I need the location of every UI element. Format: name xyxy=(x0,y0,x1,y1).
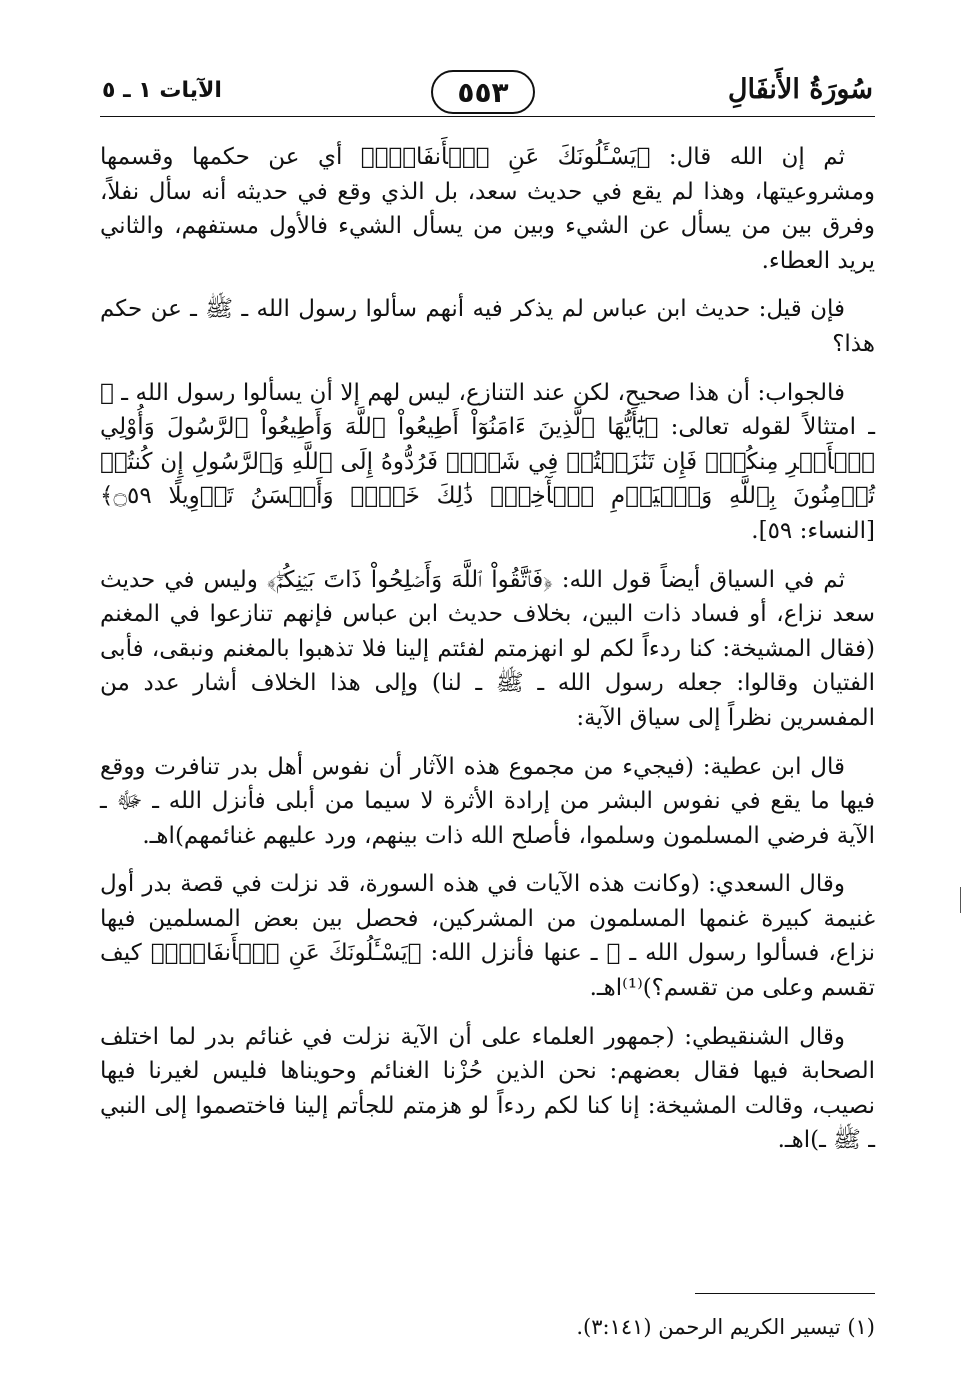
footnote: (١) تيسير الكريم الرحمن (٣:١٤١). xyxy=(576,1315,875,1339)
footnote-divider xyxy=(695,1293,875,1294)
ayat-range: الآيات ١ ـ ٥ xyxy=(102,78,222,103)
paragraph: فالجواب: أن هذا صحيح، لكن عند التنازع، ليس لهم إلا أن يسألوا رسول الله ـ ﷺ ـ امتثالاً لقوله تعالى: ﴿يَٰٓأَيُّهَا ٱلَّذِينَ ءَامَنُوٓاْ أَطِيعُواْ ٱللَّهَ وَأَطِيعُواْ ٱلرَّسُولَ وَأُوْلِي ٱلۡأَمۡرِ مِنكُمۡۖ فَإِن تَنَٰزَعۡتُمۡ فِي شَيۡءٖ فَرُدُّوهُ إِلَى ٱللَّهِ وَٱلرَّسُولِ إِن كُنتُمۡ تُؤۡمِنُونَ بِٱللَّهِ وَٱلۡيَوۡمِ ٱلۡأٓخِرِۚ ذَٰلِكَ خَيۡرٞ وَأَحۡسَنُ تَأۡوِيلًا ۝٥٩﴾ [النساء: ٥٩]. xyxy=(100,379,875,544)
paragraph: وقال السعدي: (وكانت هذه الآيات في هذه السورة، قد نزلت في قصة بدر أول غنيمة كبيرة غنمها المسلمون من المشركين، فحصل بين بعض المسلمين فيها نزاع، فسألوا رسول الله ـ ﷺ ـ عنها فأنزل الله: ﴿يَسْـَٔلُونَكَ عَنِ ٱلۡأَنفَالِۖ﴾ كيف تقسم وعلى من تقسم؟)⁽¹⁾اهـ. xyxy=(100,871,875,1002)
surah-title: سُورَةُ الأَنفَالِ xyxy=(727,74,873,105)
body-text xyxy=(100,140,875,1172)
page xyxy=(100,60,875,1339)
paragraph: قال ابن عطية: (فيجيء من مجموع هذه الآثار أن نفوس أهل بدر تنافرت ووقع فيها ما يقع في نفوس البشر من إرادة الأثرة لا سيما من أبلى فأنزل الله ـ ﷻ ـ الآية فرضي المسلمون وسلموا، فأصلح الله ذات بينهم، ورد عليهم غنائمهم)اهـ. xyxy=(100,753,875,849)
page-number xyxy=(431,70,535,114)
paragraph: فإن قيل: حديث ابن عباس لم يذكر فيه أنهم سألوا رسول الله ـ ﷺ ـ عن حكم هذا؟ xyxy=(100,296,875,357)
paragraph: ثم إن الله قال: ﴿يَسْـَٔلُونَكَ عَنِ ٱلۡأَنفَالِۖ﴾ أي عن حكمها وقسمها ومشروعيتها، وهذا لم يقع في حديث سعد، بل الذي وقع في حديثه أنه سأل نفلاً، وفرق بين من يسأل عن الشيء وبين من يسأل الشيء فالأول مستفهم، والثاني يريد العطاء. xyxy=(100,144,875,274)
paragraph: ثم في السياق أيضاً قول الله: ﴿فَٱتَّقُواْ ٱللَّهَ وَأَصۡلِحُواْ ذَاتَ بَيۡنِكُمۡۖ﴾ وليس في حديث سعد نزاع، أو فساد ذات البين، بخلاف حديث ابن عباس فإنهم تنازعوا في المغنم (فقال المشيخة: كنا ردءاً لكم لو انهزمتم لفئتم إلينا فلا تذهبوا بالمغنم ونبقى، فأبى الفتيان وقالوا: جعله رسول الله ـ ﷺ ـ لنا) وإلى هذا الخلاف أشار عدد من المفسرين نظراً إلى سياق الآية: xyxy=(100,566,875,731)
header-divider xyxy=(100,116,875,117)
margin-mark xyxy=(960,887,961,913)
page-header xyxy=(100,60,875,116)
paragraph: وقال الشنقيطي: (جمهور العلماء على أن الآية نزلت في غنائم بدر لما اختلف الصحابة فيها فقال بعضهم: نحن الذين حُزْنا الغنائم وحويناها فليس لغيرنا فيها نصيب، وقالت المشيخة: إنا كنا لكم ردءاً لو هزمتم للجأتم إلينا فاختصموا إلى النبي ـ ﷺ ـ)اهـ. xyxy=(100,1023,875,1154)
page-number-text: ٥٥٣ xyxy=(457,75,509,109)
